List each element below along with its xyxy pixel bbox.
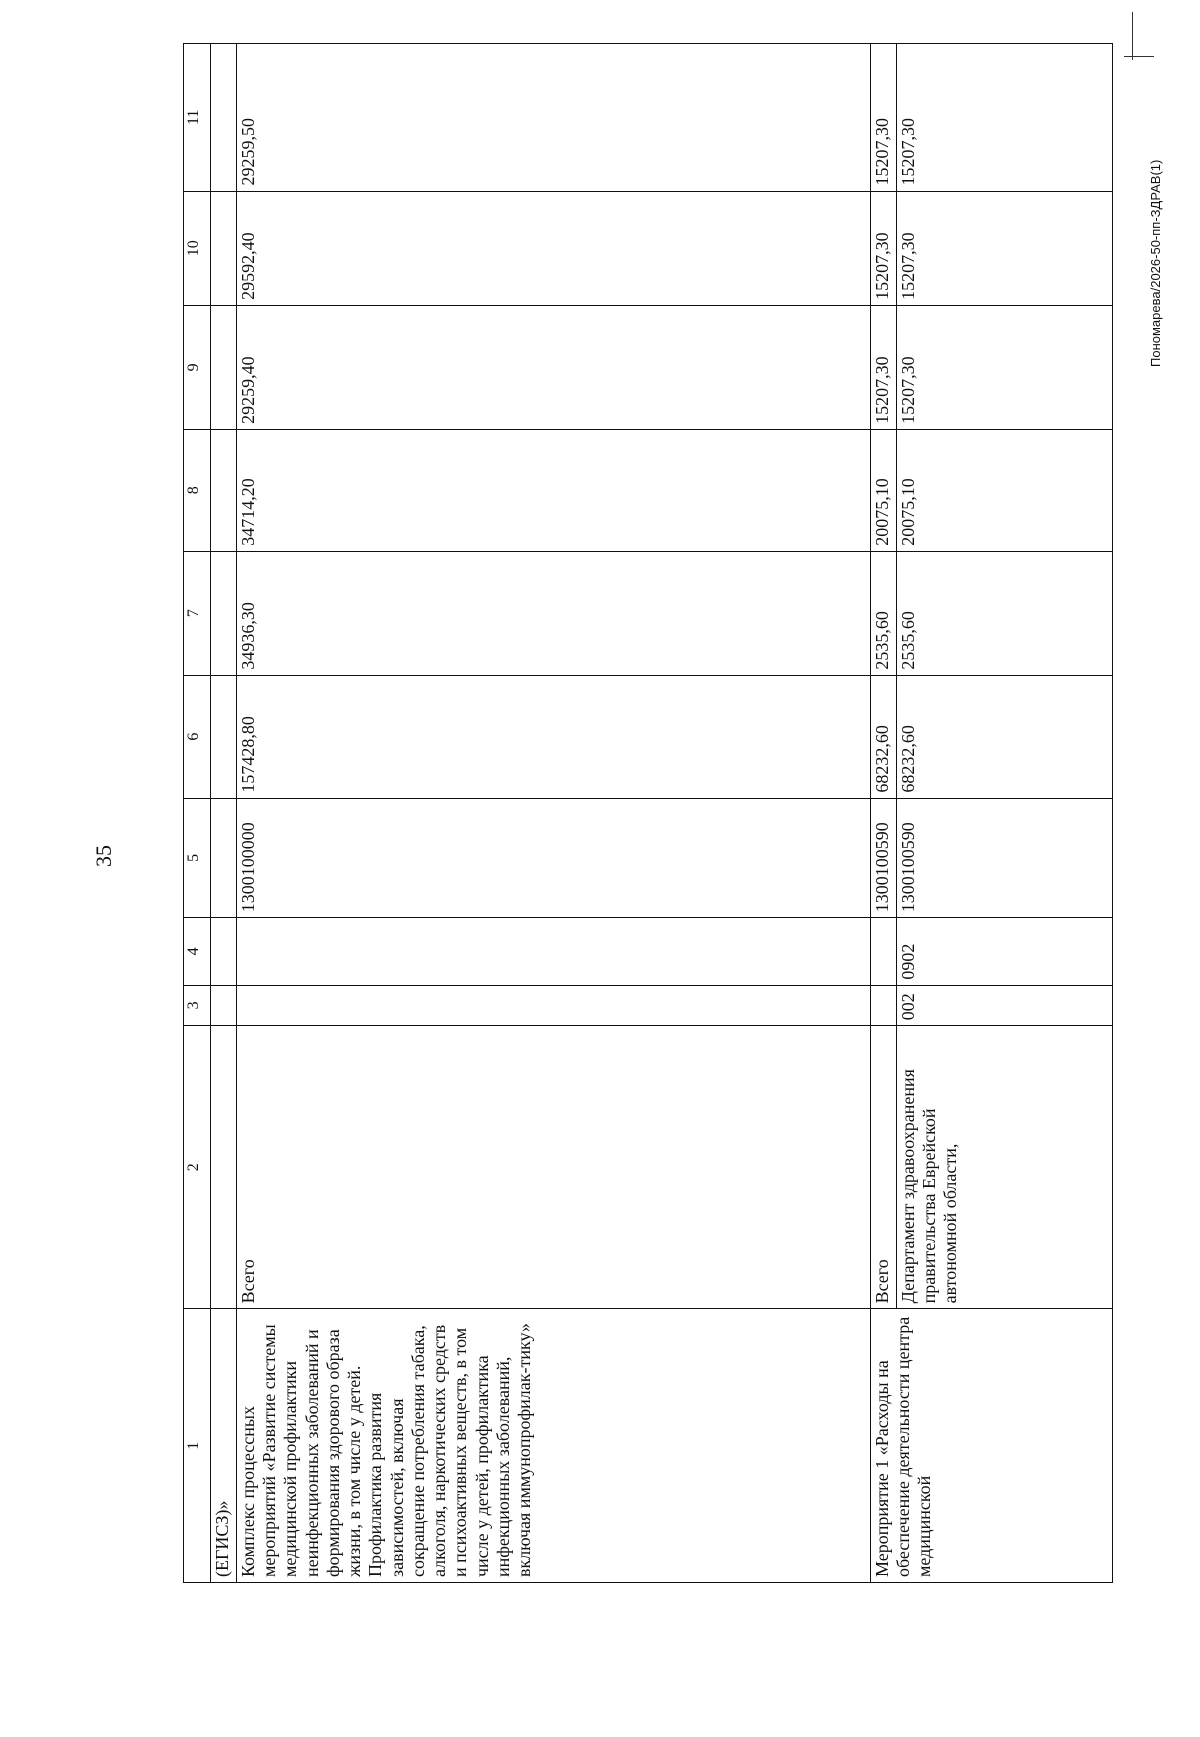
header-cell: 11 — [184, 44, 211, 192]
grbs-cell — [871, 985, 897, 1026]
empty-cell — [211, 918, 237, 985]
amount-cell: 68232,60 — [871, 675, 897, 798]
amount-cell: 34714,20 — [237, 429, 871, 551]
header-cell: 2 — [184, 1026, 211, 1309]
header-cell: 6 — [184, 675, 211, 798]
amount-cell: 15207,30 — [897, 191, 1113, 305]
empty-cell — [211, 675, 237, 798]
header-cell: 4 — [184, 918, 211, 985]
amount-cell: 2535,60 — [871, 551, 897, 675]
amount-cell: 29259,40 — [237, 305, 871, 429]
amount-cell: 29259,50 — [237, 44, 871, 192]
measure-name: Мероприятие 1 «Расходы на обеспечение деятельности центра медицинской — [871, 1309, 1113, 1583]
header-cell: 10 — [184, 191, 211, 305]
csr-cell: 1300100590 — [897, 798, 1113, 918]
carry-over-row — [211, 44, 237, 1583]
amount-cell: 2535,60 — [897, 551, 1113, 675]
amount-cell: 20075,10 — [897, 429, 1113, 551]
amount-cell: 15207,30 — [871, 44, 897, 192]
header-cell: 1 — [184, 1309, 211, 1583]
header-cell: 8 — [184, 429, 211, 551]
executor-cell: Всего — [871, 1026, 897, 1309]
empty-cell — [211, 985, 237, 1026]
header-cell: 3 — [184, 985, 211, 1026]
amount-cell: 15207,30 — [897, 44, 1113, 192]
header-cell: 7 — [184, 551, 211, 675]
header-row — [184, 44, 211, 1583]
empty-cell — [211, 1026, 237, 1309]
grbs-cell — [237, 985, 871, 1026]
amount-cell: 15207,30 — [897, 305, 1113, 429]
margin-rule — [1132, 12, 1133, 60]
amount-cell: 15207,30 — [871, 305, 897, 429]
empty-cell — [211, 191, 237, 305]
complex-name: Комплекс процессных мероприятий «Развитие системы медицинской профилактики неинфекционных заболеваний и формирования здорового образа жизни, в том числе у детей. Профилактика развития зависимостей, включая сокращение потребления табака, алкоголя, наркотических средств и психоактивных веществ, в том числе у детей, профилактика инфекционных заболеваний, включая иммунопрофилак-тику» — [237, 1309, 871, 1583]
budget-table — [183, 43, 1113, 1583]
amount-cell: 20075,10 — [871, 429, 897, 551]
measure-total-row — [871, 44, 897, 1583]
empty-cell — [211, 798, 237, 918]
budget-table-rotated — [183, 43, 1113, 1583]
grbs-cell: 002 — [897, 985, 1113, 1026]
complex-row — [237, 44, 871, 1583]
empty-cell — [211, 429, 237, 551]
amount-cell: 157428,80 — [237, 675, 871, 798]
empty-cell — [211, 551, 237, 675]
csr-cell: 1300100590 — [871, 798, 897, 918]
amount-cell: 15207,30 — [871, 191, 897, 305]
footer-code-text: Пономарева/2026-50-пп-ЗДРАВ(1) — [1148, 159, 1163, 367]
rzpr-cell — [871, 918, 897, 985]
header-cell: 5 — [184, 798, 211, 918]
rzpr-cell: 0902 — [897, 918, 1113, 985]
amount-cell: 29592,40 — [237, 191, 871, 305]
footer-code — [1148, 159, 1168, 367]
amount-cell: 34936,30 — [237, 551, 871, 675]
carry-over-cell: (ЕГИСЗ)» — [211, 1309, 237, 1583]
margin-rule-horizontal — [1124, 56, 1154, 57]
amount-cell: 68232,60 — [897, 675, 1113, 798]
executor-cell: Всего — [237, 1026, 871, 1309]
rzpr-cell — [237, 918, 871, 985]
page-number: 35 — [91, 845, 116, 867]
csr-cell: 1300100000 — [237, 798, 871, 918]
header-cell: 9 — [184, 305, 211, 429]
executor-cell: Департамент здравоохранения правительства Еврейской автономной области, — [897, 1026, 1113, 1309]
empty-cell — [211, 305, 237, 429]
empty-cell — [211, 44, 237, 192]
